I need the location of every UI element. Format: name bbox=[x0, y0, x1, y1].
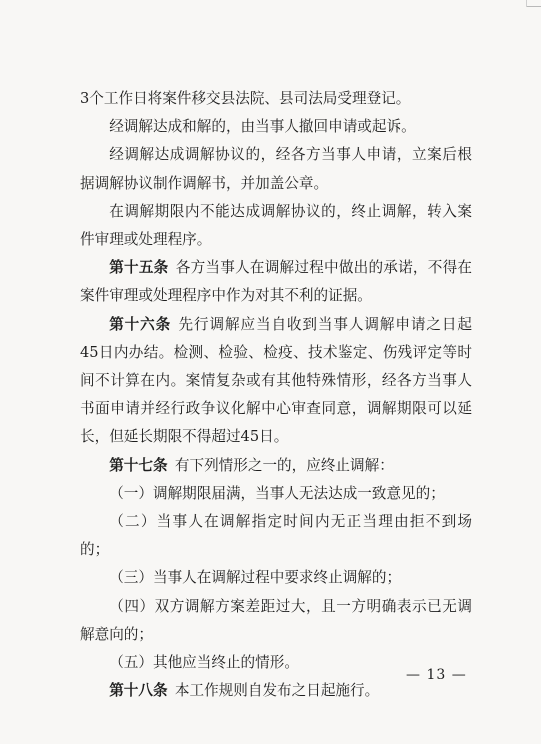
paragraph bbox=[80, 593, 472, 649]
paragraph-text: 经调解达成调解协议的，经各方当事人申请，立案后根据调解协议制作调解书，并加盖公章。 bbox=[80, 146, 472, 192]
paragraph-text: （三）当事人在调解过程中要求终止调解的； bbox=[109, 569, 402, 587]
paragraph-text: 有下列情形之一的，应终止调解： bbox=[174, 456, 394, 474]
paragraph-text: （五）其他应当终止的情形。 bbox=[109, 654, 299, 672]
paragraph-text: （一）调解期限届满，当事人无法达成一致意见的； bbox=[109, 484, 445, 502]
paragraph bbox=[80, 198, 472, 254]
corner-mark-vertical bbox=[526, 0, 527, 7]
article-title: 第十六条 bbox=[109, 315, 172, 333]
paragraph-text: （二）当事人在调解指定时间内无正当理由拒不到场的； bbox=[80, 513, 472, 559]
paragraph bbox=[80, 508, 472, 564]
paragraph-text: 经调解达成和解的，由当事人撤回申请或起诉。 bbox=[109, 118, 416, 136]
article-title: 第十七条 bbox=[109, 456, 168, 474]
paragraph-text: 3个工作日将案件移交县法院、县司法局受理登记。 bbox=[80, 90, 411, 107]
corner-mark bbox=[527, 6, 541, 7]
page-number: — 13 — bbox=[406, 667, 467, 683]
paragraph bbox=[80, 564, 472, 592]
paragraph-text: （四）双方调解方案差距过大，且一方明确表示已无调解意向的； bbox=[80, 597, 472, 643]
paragraph bbox=[80, 85, 472, 113]
paragraph-text: 先行调解应当自收到当事人调解申请之日起 45日内办结。检测、检验、检疫、技术鉴定、伤残评定等时间不计算在内。案情复杂或有其他特殊情形，经各方当事人书面申请并经行政争议化解中心审查同意，调解期限可以延长，但延长期限不得超过45日。 bbox=[80, 315, 472, 446]
paragraph-text: 在调解期限内不能达成调解协议的，终止调解，转入案件审理或处理程序。 bbox=[80, 202, 472, 249]
paragraph bbox=[80, 480, 472, 508]
article-title: 第十五条 bbox=[109, 259, 169, 277]
article-paragraph bbox=[80, 254, 472, 310]
article-paragraph bbox=[80, 311, 472, 452]
document-body bbox=[80, 85, 472, 705]
paragraph bbox=[80, 141, 472, 197]
paragraph bbox=[80, 113, 472, 141]
paragraph-text: 各方当事人在调解过程中做出的承诺，不得在案件审理或处理程序中作为对其不利的证据。 bbox=[80, 259, 472, 305]
article-title: 第十八条 bbox=[109, 682, 168, 700]
paragraph-text: 本工作规则自发布之日起施行。 bbox=[174, 682, 380, 700]
article-paragraph bbox=[80, 452, 472, 480]
